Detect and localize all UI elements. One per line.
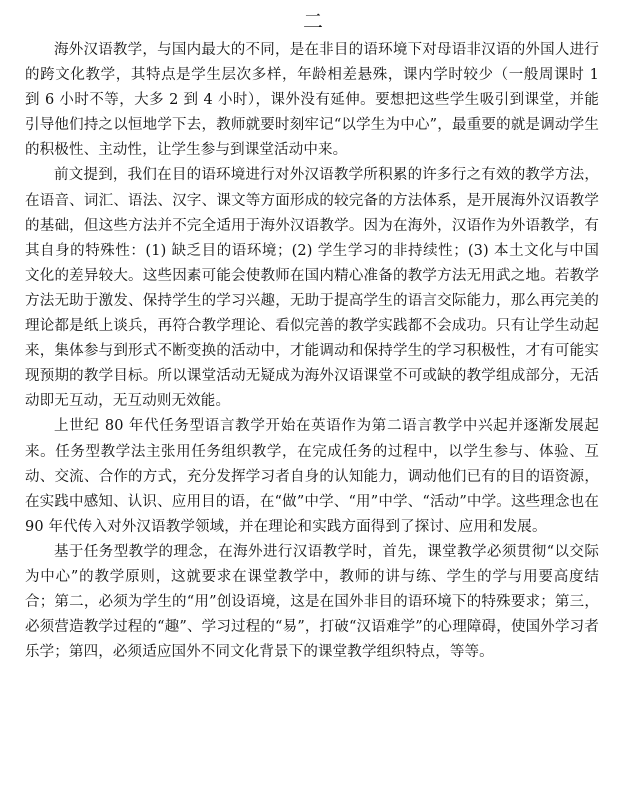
paragraph-task-based-teaching: 上世纪 80 年代任务型语言教学开始在英语作为第二语言教学中兴起并逐渐发展起来。任务型教学法主张用任务组织教学，在完成任务的过程中，以学生参与、体验、互动、交流、合作的方式，充分发挥学习者自身的认知能力，调动他们已有的目的语资源，在实践中感知、认识、应用目的语，在“做”中学、“用”中学、“活动”中学。这些理念也在 90 年代传入对外汉语教学领域，并在理论和实践方面得到了探讨、应用和发展。 (25, 418, 599, 535)
paragraph-teaching-principles: 基于任务型教学的理念，在海外进行汉语教学时，首先，课堂教学必须贯彻“以交际为中心”的教学原则，这就要求在课堂教学中，教师的讲与练、学生的学与用要高度结合；第二，必须为学生的“用”创设语境，这是在国外非目的语环境下的特殊要求；第三，必须营造教学过程的“趣”、学习过程的“易”，打破“汉语难学”的心理障碍，使国外学习者乐学；第四，必须适应国外不同文化背景下的课堂教学组织特点，等等。 (25, 543, 599, 661)
paragraph-overseas-teaching: 海外汉语教学，与国内最大的不同，是在非目的语环境下对母语非汉语的外国人进行的跨文化教学，其特点是学生层次多样，年龄相差悬殊，课内学时较少（一般周课时 1 到 6 小时不等，大多 2 到 4 小时），课外没有延伸。要想把这些学生吸引到课堂，并能引导他们持之以恒地学下去，教师就要时刻牢记“以学生为中心”，最重要的就是调动学生的积极性、主动性，让学生参与到课堂活动中来。 (25, 42, 599, 159)
article-body (25, 38, 599, 665)
section-heading: 二 (303, 9, 323, 33)
paragraph-teaching-methods: 前文提到，我们在目的语环境进行对外汉语教学所积累的许多行之有效的教学方法，在语音、词汇、语法、汉字、课文等方面形成的较完备的方法体系，是开展海外汉语教学的基础，但这些方法并不完全适用于海外汉语教学。因为在海外，汉语作为外语教学，有其自身的特殊性：(1) 缺乏目的语环境；(2) 学生学习的非持续性；(3) 本土文化与中国文化的差异较大。这些因素可能会使教师在国内精心准备的教学方法无用武之地。若教学方法无助于激发、保持学生的学习兴趣，无助于提高学生的语言交际能力，那么再完美的理论都是纸上谈兵，再符合教学理论、看似完善的教学实践都不会成功。只有让学生动起来，集体参与到形式不断变换的活动中，才能调动和保持学生的学习积极性，才有可能实现预期的教学目标。所以课堂活动无疑成为海外汉语课堂不可或缺的教学组成部分，无活动即无互动，无互动则无效能。 (25, 167, 599, 410)
